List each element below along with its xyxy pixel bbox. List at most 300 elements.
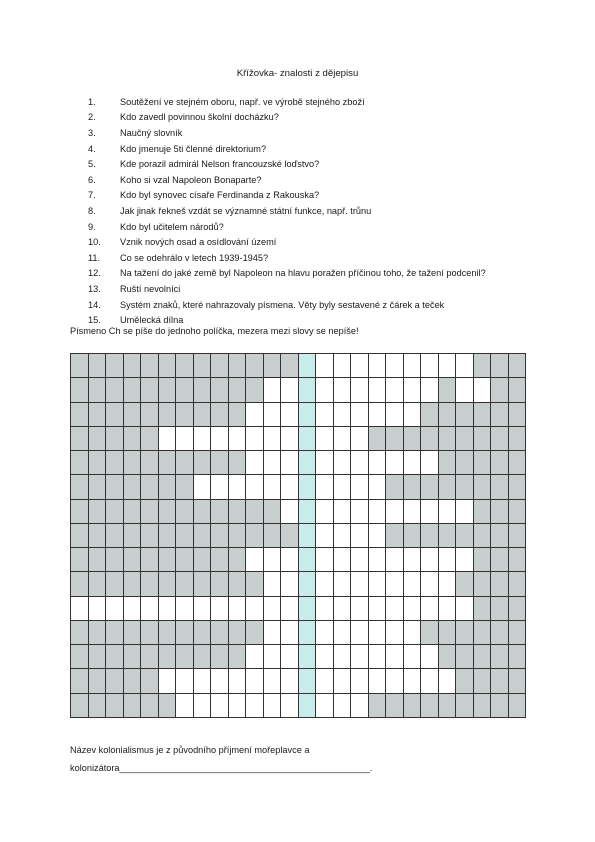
answer-cell[interactable] [264,403,282,427]
blocked-cell [474,548,492,572]
question-number: 9. [88,221,96,232]
blocked-cell [71,694,89,718]
answer-cell[interactable] [334,548,352,572]
blocked-cell [491,500,509,524]
answer-cell[interactable] [316,645,334,669]
answer-cell[interactable] [334,694,352,718]
answer-cell[interactable] [334,475,352,499]
answer-cell[interactable] [404,572,422,596]
solution-cell[interactable] [299,403,317,427]
blocked-cell [474,669,492,693]
question-item [88,281,486,297]
blocked-cell [246,572,264,596]
answer-cell[interactable] [334,572,352,596]
answer-cell[interactable] [71,597,89,621]
blocked-cell [229,378,247,402]
answer-cell[interactable] [229,694,247,718]
blocked-cell [176,572,194,596]
question-text: Kdo byl synovec císaře Ferdinanda z Rakouska? [120,190,320,201]
answer-cell[interactable] [351,427,369,451]
blocked-cell [89,451,107,475]
answer-cell[interactable] [334,669,352,693]
solution-cell[interactable] [299,451,317,475]
blocked-cell [106,621,124,645]
blocked-cell [456,427,474,451]
answer-cell[interactable] [439,354,457,378]
footer-line-2: kolonizátora_________________________________________________. [70,763,373,773]
answer-cell[interactable] [421,500,439,524]
blocked-cell [194,378,212,402]
answer-cell[interactable] [369,669,387,693]
answer-cell[interactable] [316,524,334,548]
answer-cell[interactable] [194,597,212,621]
answer-cell[interactable] [456,500,474,524]
blocked-cell [71,669,89,693]
blocked-cell [106,694,124,718]
blocked-cell [456,669,474,693]
answer-cell[interactable] [351,451,369,475]
blocked-cell [509,548,527,572]
blocked-cell [509,621,527,645]
blocked-cell [89,500,107,524]
blocked-cell [124,621,142,645]
answer-cell[interactable] [211,597,229,621]
answer-cell[interactable] [404,621,422,645]
answer-cell[interactable] [369,451,387,475]
blocked-cell [474,403,492,427]
answer-cell[interactable] [351,475,369,499]
answer-cell[interactable] [264,572,282,596]
answer-cell[interactable] [246,548,264,572]
answer-cell[interactable] [176,597,194,621]
answer-cell[interactable] [264,669,282,693]
blocked-cell [246,500,264,524]
answer-cell[interactable] [334,621,352,645]
blocked-cell [509,451,527,475]
answer-cell[interactable] [281,669,299,693]
answer-cell[interactable] [351,354,369,378]
answer-cell[interactable] [211,669,229,693]
answer-cell[interactable] [351,645,369,669]
blocked-cell [246,354,264,378]
answer-cell[interactable] [141,597,159,621]
answer-cell[interactable] [281,621,299,645]
answer-cell[interactable] [369,475,387,499]
question-text: Umělecká dílna [120,315,184,326]
answer-cell[interactable] [386,500,404,524]
answer-cell[interactable] [351,669,369,693]
answer-cell[interactable] [264,427,282,451]
answer-cell[interactable] [369,572,387,596]
blocked-cell [106,500,124,524]
answer-cell[interactable] [316,572,334,596]
answer-cell[interactable] [404,548,422,572]
answer-cell[interactable] [316,427,334,451]
answer-cell[interactable] [264,378,282,402]
blocked-cell [264,524,282,548]
answer-cell[interactable] [316,694,334,718]
answer-cell[interactable] [351,500,369,524]
answer-cell[interactable] [246,645,264,669]
answer-cell[interactable] [386,403,404,427]
answer-cell[interactable] [229,475,247,499]
answer-cell[interactable] [124,597,142,621]
solution-cell[interactable] [299,694,317,718]
answer-cell[interactable] [386,621,404,645]
blocked-cell [281,524,299,548]
answer-cell[interactable] [351,548,369,572]
answer-cell[interactable] [456,354,474,378]
blocked-cell [176,645,194,669]
answer-cell[interactable] [351,403,369,427]
question-number: 14. [88,299,101,310]
answer-cell[interactable] [386,354,404,378]
answer-cell[interactable] [89,597,107,621]
answer-cell[interactable] [421,354,439,378]
blocked-cell [474,451,492,475]
blocked-cell [124,548,142,572]
answer-cell[interactable] [281,572,299,596]
blocked-cell [509,378,527,402]
answer-cell[interactable] [334,597,352,621]
answer-cell[interactable] [404,669,422,693]
answer-cell[interactable] [194,427,212,451]
answer-cell[interactable] [281,378,299,402]
question-text: Kdo jmenuje 5ti členné direktorium? [120,143,267,154]
blocked-cell [386,475,404,499]
answer-cell[interactable] [421,645,439,669]
blocked-cell [246,378,264,402]
question-number: 10. [88,237,101,248]
blocked-cell [509,403,527,427]
blocked-cell [264,500,282,524]
answer-cell[interactable] [281,451,299,475]
blocked-cell [89,694,107,718]
question-number: 12. [88,268,101,279]
answer-cell[interactable] [369,354,387,378]
blocked-cell [491,597,509,621]
blocked-cell [509,645,527,669]
question-text: Vznik nových osad a osídlování území [120,237,277,248]
answer-cell[interactable] [351,694,369,718]
blocked-cell [509,475,527,499]
answer-cell[interactable] [421,669,439,693]
answer-cell[interactable] [404,500,422,524]
answer-cell[interactable] [421,572,439,596]
answer-cell[interactable] [456,597,474,621]
blocked-cell [124,524,142,548]
blocked-cell [106,548,124,572]
answer-cell[interactable] [246,475,264,499]
answer-cell[interactable] [246,597,264,621]
answer-cell[interactable] [386,548,404,572]
answer-cell[interactable] [404,403,422,427]
answer-cell[interactable] [106,597,124,621]
footer-line-1: Název kolonialismus je z původního příjmení mořeplavce a [70,745,310,755]
question-item [88,250,486,266]
answer-cell[interactable] [264,694,282,718]
answer-cell[interactable] [421,597,439,621]
answer-cell[interactable] [334,403,352,427]
answer-cell[interactable] [456,548,474,572]
answer-cell[interactable] [404,378,422,402]
question-text: Systém znaků, které nahrazovaly písmena. Věty byly sestavené z čárek a teček [120,299,445,310]
answer-cell[interactable] [386,572,404,596]
answer-cell[interactable] [229,669,247,693]
blocked-cell [229,621,247,645]
question-item [88,203,486,219]
blocked-cell [89,475,107,499]
answer-cell[interactable] [264,475,282,499]
answer-cell[interactable] [404,597,422,621]
answer-cell[interactable] [369,597,387,621]
answer-cell[interactable] [281,597,299,621]
answer-cell[interactable] [404,645,422,669]
blocked-cell [106,354,124,378]
answer-cell[interactable] [229,427,247,451]
answer-cell[interactable] [456,378,474,402]
blocked-cell [106,669,124,693]
answer-cell[interactable] [159,669,177,693]
solution-cell[interactable] [299,427,317,451]
answer-cell[interactable] [369,548,387,572]
blocked-cell [159,354,177,378]
answer-cell[interactable] [316,621,334,645]
blocked-cell [106,572,124,596]
answer-cell[interactable] [159,427,177,451]
blocked-cell [474,621,492,645]
answer-cell[interactable] [281,403,299,427]
blocked-cell [194,645,212,669]
answer-cell[interactable] [281,475,299,499]
answer-cell[interactable] [229,597,247,621]
blocked-cell [509,354,527,378]
answer-cell[interactable] [351,597,369,621]
blocked-cell [106,378,124,402]
answer-cell[interactable] [351,621,369,645]
answer-cell[interactable] [176,427,194,451]
blocked-cell [159,645,177,669]
answer-cell[interactable] [211,427,229,451]
answer-cell[interactable] [404,354,422,378]
answer-cell[interactable] [316,548,334,572]
blocked-cell [474,475,492,499]
answer-cell[interactable] [176,694,194,718]
answer-cell[interactable] [316,403,334,427]
worksheet-title: Křížovka- znalosti z dějepisu [236,68,359,79]
answer-cell[interactable] [386,378,404,402]
blocked-cell [106,427,124,451]
question-item [88,141,486,157]
blocked-cell [141,645,159,669]
answer-cell[interactable] [439,572,457,596]
answer-cell[interactable] [316,475,334,499]
answer-cell[interactable] [176,669,194,693]
blocked-cell [89,548,107,572]
blocked-cell [106,451,124,475]
solution-cell[interactable] [299,378,317,402]
solution-cell[interactable] [299,572,317,596]
blocked-cell [211,524,229,548]
question-item [88,125,486,141]
answer-cell[interactable] [439,548,457,572]
answer-cell[interactable] [334,427,352,451]
answer-cell[interactable] [246,669,264,693]
answer-cell[interactable] [316,378,334,402]
blocked-cell [124,669,142,693]
blocked-cell [491,354,509,378]
answer-cell[interactable] [421,451,439,475]
answer-cell[interactable] [439,500,457,524]
blocked-cell [211,500,229,524]
answer-cell[interactable] [246,694,264,718]
answer-cell[interactable] [404,451,422,475]
answer-cell[interactable] [369,524,387,548]
answer-cell[interactable] [351,524,369,548]
solution-cell[interactable] [299,669,317,693]
question-item [88,156,486,172]
answer-cell[interactable] [281,694,299,718]
blocked-cell [124,475,142,499]
answer-cell[interactable] [369,645,387,669]
blocked-cell [194,500,212,524]
answer-cell[interactable] [351,572,369,596]
blocked-cell [71,451,89,475]
blocked-cell [439,645,457,669]
blocked-cell [159,548,177,572]
answer-cell[interactable] [264,548,282,572]
question-number: 6. [88,174,96,185]
blocked-cell [141,572,159,596]
answer-cell[interactable] [264,621,282,645]
blocked-cell [124,427,142,451]
blocked-cell [211,645,229,669]
answer-cell[interactable] [334,354,352,378]
answer-cell[interactable] [211,694,229,718]
blocked-cell [89,572,107,596]
answer-cell[interactable] [264,597,282,621]
answer-cell[interactable] [281,427,299,451]
answer-cell[interactable] [194,694,212,718]
question-number: 15. [88,315,101,326]
instruction-text: Písmeno Ch se píše do jednoho políčka, mezera mezi slovy se nepíše! [70,326,359,336]
blocked-cell [421,694,439,718]
blocked-cell [491,621,509,645]
answer-cell[interactable] [474,378,492,402]
answer-cell[interactable] [369,403,387,427]
blocked-cell [159,475,177,499]
blocked-cell [421,524,439,548]
blocked-cell [71,645,89,669]
answer-cell[interactable] [211,475,229,499]
answer-cell[interactable] [369,500,387,524]
answer-cell[interactable] [386,645,404,669]
answer-cell[interactable] [264,645,282,669]
answer-cell[interactable] [159,597,177,621]
blocked-cell [194,572,212,596]
answer-cell[interactable] [316,451,334,475]
answer-cell[interactable] [334,451,352,475]
blocked-cell [264,354,282,378]
solution-cell[interactable] [299,621,317,645]
blocked-cell [176,354,194,378]
blocked-cell [211,572,229,596]
answer-cell[interactable] [439,597,457,621]
answer-cell[interactable] [246,427,264,451]
blocked-cell [439,621,457,645]
answer-cell[interactable] [351,378,369,402]
question-text: Kdo zavedl povinnou školní docházku? [120,112,279,123]
blocked-cell [141,475,159,499]
blocked-cell [509,524,527,548]
blocked-cell [141,451,159,475]
blocked-cell [509,572,527,596]
answer-cell[interactable] [316,669,334,693]
blocked-cell [404,524,422,548]
answer-cell[interactable] [194,475,212,499]
solution-cell[interactable] [299,524,317,548]
blocked-cell [141,354,159,378]
question-number: 13. [88,283,101,294]
blocked-cell [124,500,142,524]
solution-cell[interactable] [299,354,317,378]
answer-cell[interactable] [386,597,404,621]
answer-cell[interactable] [264,451,282,475]
answer-cell[interactable] [334,645,352,669]
question-text: Co se odehrálo v letech 1939-1945? [120,252,269,263]
blocked-cell [89,378,107,402]
blocked-cell [159,694,177,718]
blocked-cell [194,451,212,475]
answer-cell[interactable] [316,500,334,524]
blocked-cell [89,427,107,451]
blocked-cell [89,645,107,669]
answer-cell[interactable] [316,354,334,378]
blocked-cell [211,378,229,402]
answer-cell[interactable] [334,500,352,524]
answer-cell[interactable] [369,621,387,645]
blocked-cell [89,524,107,548]
answer-cell[interactable] [369,378,387,402]
answer-cell[interactable] [316,597,334,621]
answer-cell[interactable] [281,645,299,669]
answer-cell[interactable] [334,524,352,548]
solution-cell[interactable] [299,597,317,621]
solution-cell[interactable] [299,548,317,572]
answer-cell[interactable] [246,451,264,475]
answer-cell[interactable] [246,403,264,427]
answer-cell[interactable] [281,548,299,572]
question-item [88,266,486,282]
question-item [88,172,486,188]
answer-cell[interactable] [439,669,457,693]
answer-cell[interactable] [194,669,212,693]
answer-cell[interactable] [386,451,404,475]
answer-cell[interactable] [334,378,352,402]
answer-cell[interactable] [281,500,299,524]
answer-cell[interactable] [421,548,439,572]
solution-cell[interactable] [299,645,317,669]
answer-cell[interactable] [386,669,404,693]
blocked-cell [229,354,247,378]
solution-cell[interactable] [299,475,317,499]
solution-cell[interactable] [299,500,317,524]
blocked-cell [89,621,107,645]
blocked-cell [281,354,299,378]
answer-cell[interactable] [421,378,439,402]
question-number: 3. [88,127,96,138]
blocked-cell [159,572,177,596]
